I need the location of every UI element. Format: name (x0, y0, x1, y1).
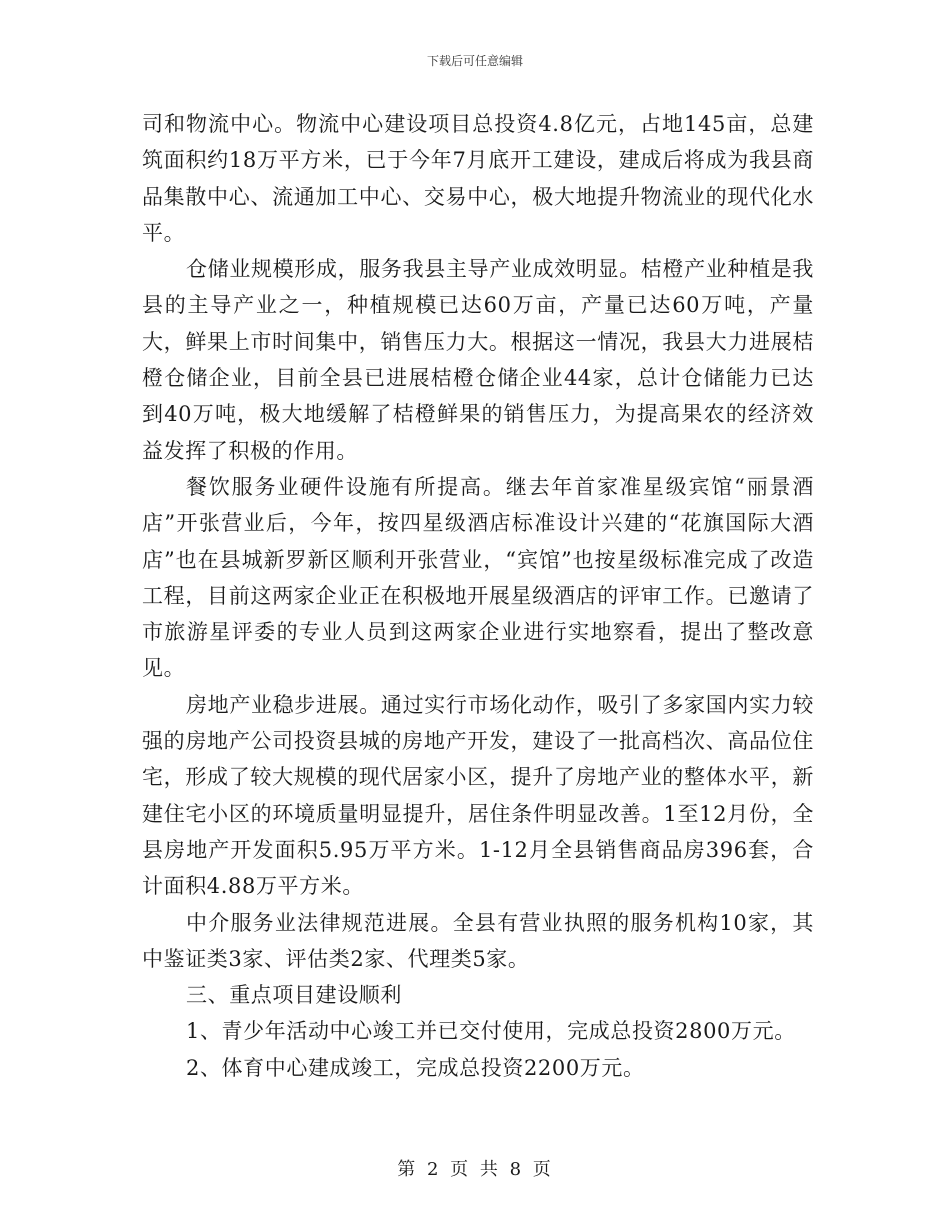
section-heading-key-projects: 三、重点项目建设顺利 (186, 983, 402, 1008)
page-number: 第 2 页 共 8 页 (397, 1159, 553, 1180)
list-item-youth-center: 1、青少年活动中心竣工并已交付使用，完成总投资2800万元。 (186, 1019, 796, 1044)
page-header: 下载后可任意编辑 (426, 54, 523, 68)
paragraph-real-estate: 房地产业稳步进展。通过实行市场化动作，吸引了多家国内实力较强的房地产公司投资县城的房地产开发，建设了一批高档次、高品位住宅，形成了较大规模的现代居家小区，提升了房地产业的整体水平，新建住宅小区的环境质量明显提升，居住条件明显改善。1至12月份，全县房地产开发面积5.95万平方米。1-12月全县销售商品房396套，合计面积4.88万平方米。 (142, 692, 814, 899)
paragraph-warehousing: 仓储业规模形成，服务我县主导产业成效明显。桔橙产业种植是我县的主导产业之一，种植规模已达60万亩，产量已达60万吨，产量大，鲜果上市时间集中，销售压力大。根据这一情况，我县大力进展桔橙仓储企业，目前全县已进展桔橙仓储企业44家，总计仓储能力已达到40万吨，极大地缓解了桔橙鲜果的销售压力，为提高果农的经济效益发挥了积极的作用。 (142, 257, 814, 463)
list-item-sports-center: 2、体育中心建成竣工，完成总投资2200万元。 (186, 1055, 645, 1080)
paragraph-intermediary-services: 中介服务业法律规范进展。全县有营业执照的服务机构10家，其中鉴证类3家、评估类2家、代理类5家。 (142, 910, 814, 971)
document-body (142, 106, 814, 1086)
paragraph-logistics-continued: 司和物流中心。物流中心建设项目总投资4.8亿元，占地145亩，总建筑面积约18万平方米，已于今年7月底开工建设，建成后将成为我县商品集散中心、流通加工中心、交易中心，极大地提升物流业的现代化水平。 (142, 112, 814, 245)
paragraph-catering: 餐饮服务业硬件设施有所提高。继去年首家准星级宾馆“丽景酒店”开张营业后，今年，按四星级酒店标准设计兴建的“花旗国际大酒店”也在县城新罗新区顺利开张营业，“宾馆”也按星级标准完成了改造工程，目前这两家企业正在积极地开展星级酒店的评审工作。已邀请了市旅游星评委的专业人员到这两家企业进行实地察看，提出了整改意见。 (142, 474, 814, 681)
